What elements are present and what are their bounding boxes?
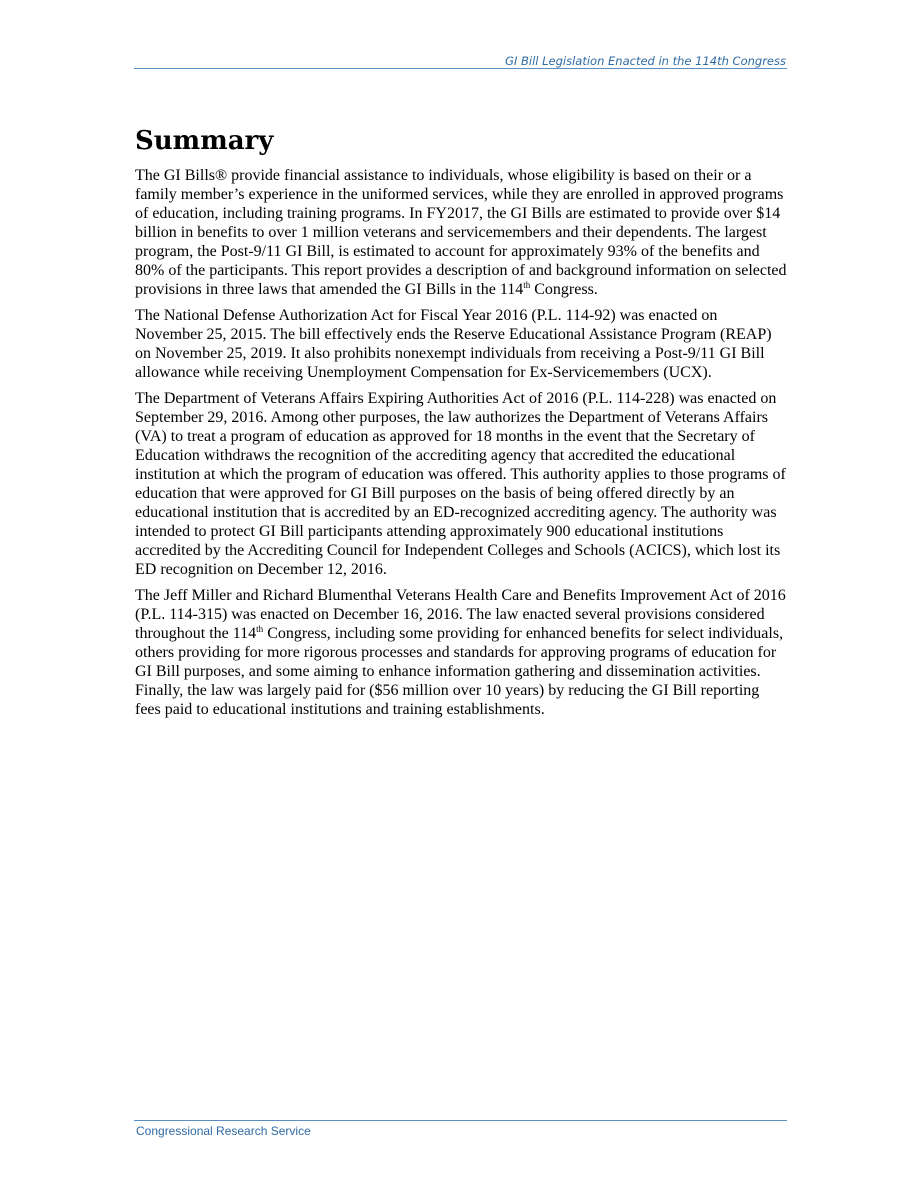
paragraph-text: Congress. <box>530 281 598 298</box>
running-header: GI Bill Legislation Enacted in the 114th Congress <box>505 54 786 68</box>
header-rule <box>134 68 787 69</box>
ordinal-superscript: th <box>523 280 531 290</box>
summary-section <box>135 124 787 726</box>
summary-paragraph-3: The Department of Veterans Affairs Expiring Authorities Act of 2016 (P.L. 114-228) was enacted on September 29, 2016. Among other purposes, the law authorizes the Department of Veterans Affairs (VA) to treat a program of education as approved for 18 months in the event that the Secretary of Education withdraws the recognition of the accrediting agency that accredited the educational institution at which the program of education was offered. This authority applies to those programs of education that were approved for GI Bill purposes on the basis of being offered directly by an educational institution that is accredited by an ED-recognized accrediting agency. The authority was intended to protect GI Bill participants attending approximately 900 educational institutions accredited by the Accrediting Council for Independent Colleges and Schools (ACICS), which lost its ED recognition on December 12, 2016. <box>135 390 786 578</box>
summary-paragraph-4 <box>135 586 787 719</box>
paragraph-text: The GI Bills® provide financial assistance to individuals, whose eligibility is based on their or a family member’s experience in the uniformed services, while they are enrolled in approved programs of education, including training programs. In FY2017, the GI Bills are estimated to provide over $14 billion in benefits to over 1 million veterans and servicemembers and their dependents. The largest program, the Post-9/11 GI Bill, is estimated to account for approximately 93% of the benefits and 80% of the participants. This report provides a description of and background information on selected provisions in three laws that amended the GI Bills in the 114 <box>135 167 787 298</box>
summary-paragraph-1 <box>135 166 787 299</box>
footer-rule <box>134 1120 787 1121</box>
summary-paragraph-2: The National Defense Authorization Act for Fiscal Year 2016 (P.L. 114-92) was enacted on November 25, 2015. The bill effectively ends the Reserve Educational Assistance Program (REAP) on November 25, 2019. It also prohibits nonexempt individuals from receiving a Post-9/11 GI Bill allowance while receiving Unemployment Compensation for Ex-Servicemembers (UCX). <box>135 307 772 381</box>
section-title: Summary <box>135 126 274 156</box>
paragraph-text: The Jeff Miller and Richard Blumenthal Veterans Health Care and Benefits Improvement Act of 2016 (P.L. 114-315) was enacted on December 16, 2016. The law enacted several provisions considered throughout the 114 <box>135 587 786 642</box>
footer-publisher: Congressional Research Service <box>136 1124 311 1138</box>
paragraph-text: Congress, including some providing for enhanced benefits for select individuals, others providing for more rigorous processes and standards for approving programs of education for GI Bill purposes, and some aiming to enhance information gathering and dissemination activities. Finally, the law was largely paid for ($56 million over 10 years) by reducing the GI Bill reporting fees paid to educational institutions and training establishments. <box>135 625 784 718</box>
ordinal-superscript: th <box>256 624 264 634</box>
